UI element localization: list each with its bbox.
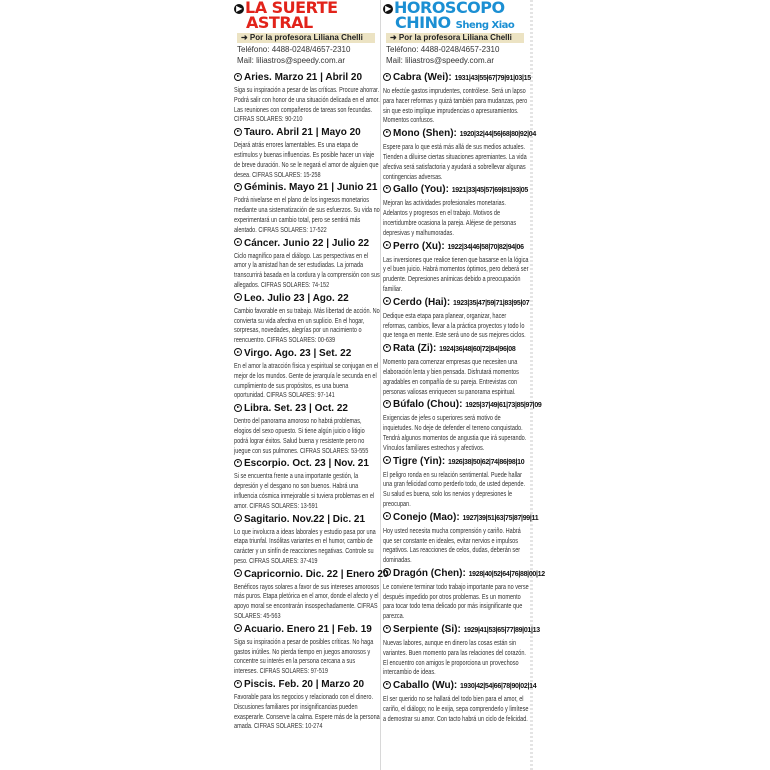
sign-years: 1920|32|44|56|68|80|92|04 [459,131,536,139]
sign-entry [383,128,536,181]
sign-entry [383,241,531,294]
sign-header [234,568,389,580]
sign-text: En el amor la atracción física y espiritual se conjugan en el mejor de los mundos. Gente de jerarquía le secunda en el cumplimiento de sus propósitos, es una buena oportunidad. CIFRAS SOLARES: 97-141 [234,360,379,400]
circle-arrow-icon [234,404,242,412]
circle-arrow-icon [234,624,242,632]
chinese-horoscope-column [383,0,545,770]
sign-years: 1924|36|48|60|72|84|96|08 [439,346,516,354]
sign-entry [383,511,539,565]
sign-name: Mono (Shen): [393,128,457,140]
sign-header [234,238,382,249]
sign-years: 1927|39|51|63|75|87|99|11 [462,514,539,522]
circle-arrow-icon [234,514,242,522]
sign-text: El peligro ronda en su relación sentimental. Puede hallar una gran felicidad como perderlo todo, de usted depende. Su salud es buena, solo los nervios y depresiones le preocupan. [383,469,526,508]
sign-name: Acuario. [244,623,285,635]
sign-header [383,128,536,140]
sign-text: Dejará atrás errores lamentables. Es una etapa de estímulos y buenas influencias. Es posible hacer un viaje de breve duración. No se le negará el amor de alguien que desea. CIFRAS SOLARES: 15-258 [234,140,379,179]
sign-name: Piscis. [244,679,276,691]
sign-entry [234,458,382,510]
sign-entry [234,514,382,566]
sign-name: Capricornio. [244,568,303,580]
sign-header [234,182,382,193]
sign-name: Dragón (Chen): [393,567,466,579]
sign-entry [383,297,531,340]
sign-list [234,72,389,734]
sign-entry [383,72,531,125]
phone: Teléfono: 4488-0248/4657-2310 [237,45,351,54]
play-circle-icon: ▶ [383,4,393,14]
sign-name: Gallo (You): [393,184,449,196]
sign-years: 1931|43|55|67|79|91|03|15 [454,75,531,82]
sign-name: Géminis. [244,182,287,194]
sign-header [234,624,382,635]
sign-header [383,297,531,309]
sign-text: Ciclo magnífico para el diálogo. Las perspectivas en el amor y la amistad han de ser estudiadas. La jornada transcurrirá basada en la cordura y la comprensión con sus allegados. CIFRAS SOLARES: 74-152 [234,250,380,289]
sign-dates: Marzo 21 | Abril 20 [274,72,363,83]
sign-header [383,567,545,580]
sign-name: Tauro. [244,127,274,139]
sign-text: Momento para comenzar empresas que necesiten una elaboración lenta y bien pensada. Disfrutará momentos agradables en compañía de su pareja. Entrevistas con personas valiosas enriquecen su panorama espiritual. [383,357,519,396]
sign-entry [383,399,542,452]
sign-text: Siga su inspiración a pesar de las críticas. Procure ahorrar. Podrá salir con honor de una situación delicada en el amor. Las reuniones con compañeros de tareas son fecundas. CIFRAS SOLARES: 90-210 [234,85,380,124]
sign-header [383,624,540,636]
sign-text: Benéficos rayos solares a favor de sus intereses amorosos más puros. Etapa pletórica en el amor, donde el afecto y el apoyo moral se encontrarán insospechadamente. CIFRAS SOLARES: 45-563 [234,581,380,621]
sign-text: Dedique esta etapa para planear, organizar, hacer reformas, cambios, llevar a la práctica proyectos y todo lo que tenga en mente. Este será uno de sus mejores ciclos. [383,310,526,340]
sign-text: Espere para lo que está más allá de sus medios actuales. Tienden a diluirse ciertas situaciones apremiantes. La vida afectiva será satisfactoria y ayudará a sobrellevar algunas contingencias adversas. [383,142,527,181]
sign-entry [383,680,537,723]
sign-header [234,514,382,525]
sign-years: 1928|40|52|64|76|88|00|12 [468,570,545,578]
sign-years: 1922|34|46|58|70|82|94|06 [447,243,524,251]
sign-entry [383,456,531,509]
circle-arrow-icon [383,344,391,352]
sign-text: No efectúe gastos imprudentes, contrólese. Será un lapso para hacer reformas y quizá también para mudanzas, pero sin que esto implique imprudencias o apresuramientos. Momentos confusos. [383,86,528,125]
sign-text: Favorable para los negocios y relacionado con el dinero. Discusiones familiares por insignificancias pueden exasperarle. Conserve la calma. Espere más de la persona amada. CIFRAS SOLARES: 10-274 [234,692,380,731]
sign-dates: Junio 22 | Julio 22 [282,237,370,249]
circle-arrow-icon [234,128,242,136]
sign-entry [383,624,540,677]
sign-text: Mejoran las actividades profesionales monetarias. Adelantos y progresos en el trabajo. Motivos de incertidumbre ocasiona la pareja. Aléjese de personas depresivas y malhumoradas. [383,198,517,237]
sign-header [383,680,537,692]
sign-name: Caballo (Wu): [393,680,458,692]
sign-name: Búfalo (Chou): [393,399,463,411]
sign-header [383,511,539,524]
sign-text: Hoy usted necesita mucha comprensión y cariño. Habrá que ser constante en ideales, evitar nervios e impulsos negativos. Las reacciones de celos, dudas, deberán ser dominadas. [383,525,521,565]
western-title: ▶ LA SUERTE ASTRAL [234,0,338,30]
sign-text: Si se encuentra frente a una importante gestión, la depresión y el desgano no son buenos. Habrá una influencia cósmica inmejorable si tuviera problemas en el amor. CIFRAS SOLARES: 13-591 [234,471,375,510]
sign-name: Virgo. [244,347,273,359]
sign-name: Aries. [244,72,272,83]
sign-entry [234,293,382,345]
sign-entry [383,184,531,237]
circle-arrow-icon [383,185,391,193]
sign-header [383,456,531,468]
sign-name: Conejo (Mao): [393,511,460,523]
sign-header [234,679,382,690]
circle-arrow-icon [234,293,242,301]
sign-years: 1929|41|53|65|77|89|01|13 [463,627,540,635]
sign-text: Nuevas labores, aunque en dinero las cosas están sin variantes. Buen momento para las relaciones del corazón. El encuentro con amigos le proporciona un provechoso intercambio de ideas. [383,638,526,677]
sign-header [383,343,531,355]
sign-name: Leo. [244,292,265,304]
sign-header [234,348,382,359]
sign-years: 1930|42|54|66|78|90|02|14 [460,683,537,691]
sign-text: Siga su inspiración a pesar de posibles críticas. No haga gastos inútiles. No pierda tiempo en juegos amorosos y concentre su interés en la persona cercana a sus intereses. CIFRAS SOLARES: 97-519 [234,636,374,676]
sign-entry [234,72,382,124]
sign-entry [234,568,389,621]
sign-years: 1923|35|47|59|71|83|95|07 [453,299,530,307]
sign-text: Podrá nivelarse en el plano de los ingresos monetarios mediante una sistematización de sus esfuerzos. Su vida no experimentará un cambio total, pero se sentirá más alentado. CIFRAS SOLARES: 17-522 [234,195,380,234]
sign-years: 1926|38|50|62|74|86|98|10 [448,458,525,466]
mail: Mail: liliastros@speedy.com.ar [237,56,346,65]
sign-entry [234,238,382,290]
sign-dates: Abril 21 | Mayo 20 [276,127,361,139]
sign-entry [383,343,531,396]
circle-arrow-icon [383,297,391,305]
circle-arrow-icon [383,512,391,520]
phone: Teléfono: 4488-0248/4657-2310 [386,45,500,54]
sign-dates: Set. 23 | Oct. 22 [274,403,348,415]
sign-header [234,72,382,83]
sign-text: Lo que involucra a ideas laborales y estudio pasa por una etapa triunfal. Insólitas variantes en el humor, cambio de carácter y un sinfín de reacciones negativas. Controle su peso. CIFRAS SOLARES: 37-419 [234,526,376,565]
circle-arrow-icon [383,129,391,137]
sign-dates: Dic. 22 | Enero 20 [305,568,389,580]
western-horoscope-column [234,0,389,770]
sign-header [234,458,382,469]
sign-name: Libra. [244,403,272,415]
sign-entry [234,679,382,731]
sign-name: Perro (Xu): [393,240,445,252]
sign-name: Sagitario. [244,513,290,525]
circle-arrow-icon [383,568,391,576]
sign-header [234,403,382,414]
sign-text: Exigencias de jefes o superiores será motivo de inquietudes. No deje de defender el terreno conquistado. Tendrá algunos momentos de angustia que irá superando. Vínculos familiares estrechos y afectivos. [383,413,527,452]
sign-name: Cerdo (Hai): [393,296,451,308]
circle-arrow-icon [234,569,242,577]
sign-name: Rata (Zi): [393,343,437,355]
sign-dates: Feb. 20 | Marzo 20 [278,679,365,691]
sign-dates: Enero 21 | Feb. 19 [286,623,372,635]
sign-years: 1925|37|49|61|73|85|97|09 [465,402,542,410]
sign-dates: Nov.22 | Dic. 21 [292,513,366,525]
mail: Mail: liliastros@speedy.com.ar [386,56,495,65]
circle-arrow-icon [383,241,391,249]
sign-entry [234,624,382,676]
sign-header [234,293,382,304]
circle-arrow-icon [383,625,391,633]
sign-years: 1921|33|45|57|69|81|93|05 [451,187,528,195]
sign-name: Tigre (Yin): [393,455,446,467]
circle-arrow-icon [383,400,391,408]
sign-text: Le conviene terminar todo trabajo importante para no verse después impedido por otros problemas. Es un momento para tocar todo tema delicado por más insignificante que parezca. [383,581,529,621]
byline: ➜ Por la profesora Liliana Chelli [237,33,375,43]
sign-entry [234,182,382,234]
circle-arrow-icon [234,459,242,467]
circle-arrow-icon [383,73,391,81]
sign-entry [234,127,382,179]
sign-header [383,184,531,196]
sign-entry [234,403,382,455]
sign-dates: Oct. 23 | Nov. 21 [292,458,369,470]
sign-dates: Julio 23 | Ago. 22 [267,292,349,304]
sign-text: El ser querido no se hallará del todo bien para el amor, el cariño, el diálogo; no le exija, sepa comprenderlo y limítese a demostrar su amor. Con tacto habrá un ciclo de felicidad. [383,694,529,723]
circle-arrow-icon [234,73,242,81]
sign-text: Cambio favorable en su trabajo. Más libertad de acción. No convierta su vida afectiva en un suplicio. En el hogar, sorpresas, novedades, alegrías por un nacimiento o reencuentro. CIFRAS SOLARES: 00-639 [234,305,380,345]
sign-text: Las inversiones que realice tienen que basarse en la lógica y el buen juicio. Habrá momentos óptimos, pero deberá ser prudente. Depresiones anímicas debido a preocupación familiar. [383,254,529,293]
play-circle-icon: ▶ [234,4,244,14]
sign-name: Cabra (Wei): [393,72,452,83]
sign-entry [383,567,545,621]
circle-arrow-icon [383,456,391,464]
sign-name: Serpiente (Si): [393,624,461,636]
sign-name: Escorpio. [244,458,290,470]
circle-arrow-icon [234,183,242,191]
byline: ➜ Por la profesora Liliana Chelli [386,33,524,43]
circle-arrow-icon [383,681,391,689]
sign-dates: Ago. 23 | Set. 22 [274,347,352,359]
circle-arrow-icon [234,680,242,688]
sign-header [383,72,531,84]
chinese-title: ▶ HOROSCOPO CHINO Sheng Xiao [383,0,514,33]
sign-entry [234,348,382,400]
circle-arrow-icon [234,348,242,356]
sign-name: Cáncer. [244,237,281,249]
sign-text: Dentro del panorama amoroso no habrá problemas, elogios del sexo opuesto. Si tiene algún juicio o litigio podrá lograr éxitos. Salud buena y resistente pero no juegue con sus pulmones. CIFRAS SOLARES: 53-555 [234,416,369,455]
circle-arrow-icon [234,238,242,246]
sign-header [383,399,542,411]
sign-list [383,72,545,727]
sign-dates: Mayo 21 | Junio 21 [289,182,378,194]
sign-header [234,127,382,138]
sign-header [383,241,531,253]
